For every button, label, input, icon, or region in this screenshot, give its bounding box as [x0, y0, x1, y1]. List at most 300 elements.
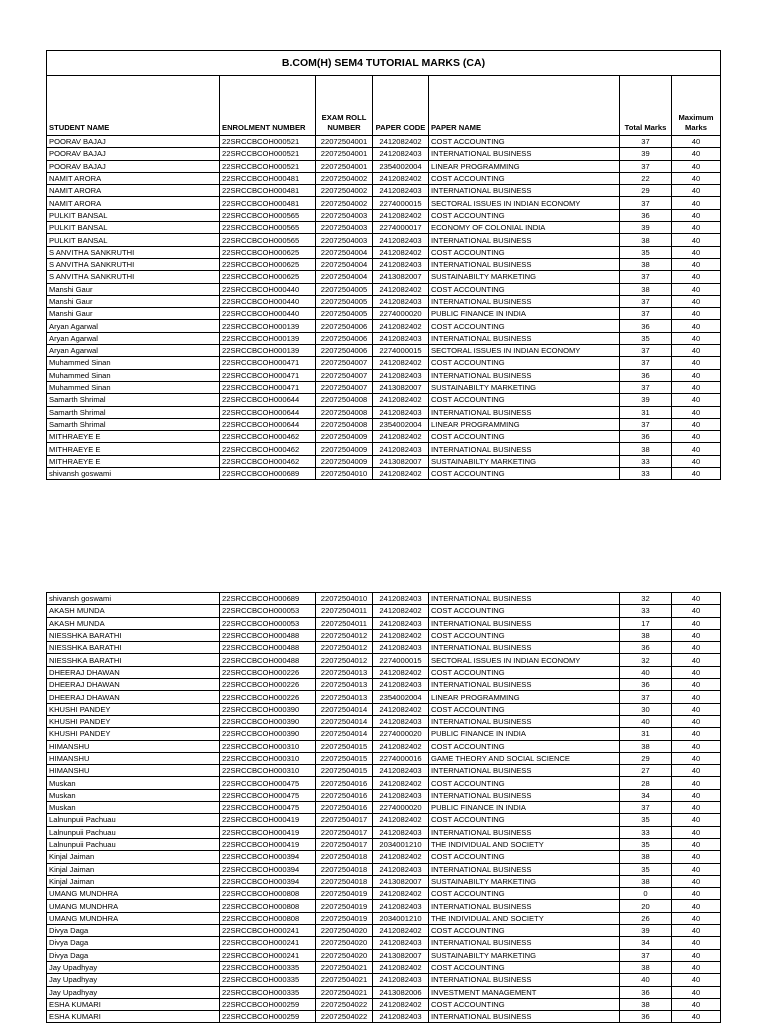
cell-total-marks: 37 — [620, 136, 672, 148]
cell-exam-roll-number: 22072504012 — [316, 642, 373, 654]
table-row — [47, 172, 721, 184]
cell-paper-code: 2412082402 — [373, 777, 429, 789]
cell-total-marks: 40 — [620, 666, 672, 678]
cell-paper-name: PUBLIC FINANCE IN INDIA — [429, 308, 620, 320]
cell-total-marks: 36 — [620, 679, 672, 691]
cell-enrolment-number: 22SRCCBCOH000565 — [220, 234, 316, 246]
table-row — [47, 642, 721, 654]
cell-enrolment-number: 22SRCCBCOH000390 — [220, 703, 316, 715]
cell-maximum-marks: 40 — [672, 998, 721, 1010]
cell-exam-roll-number: 22072504022 — [316, 1011, 373, 1023]
cell-enrolment-number: 22SRCCBCOH000565 — [220, 222, 316, 234]
header-exam-roll-number: EXAM ROLL NUMBER — [316, 76, 373, 136]
cell-student-name: Muskan — [47, 789, 220, 801]
cell-enrolment-number: 22SRCCBCOH000226 — [220, 691, 316, 703]
cell-total-marks: 38 — [620, 851, 672, 863]
cell-student-name: DHEERAJ DHAWAN — [47, 666, 220, 678]
marks-table-page-1 — [46, 50, 721, 480]
cell-enrolment-number: 22SRCCBCOH000440 — [220, 308, 316, 320]
cell-exam-roll-number: 22072504009 — [316, 455, 373, 467]
table-row — [47, 332, 721, 344]
cell-exam-roll-number: 22072504007 — [316, 369, 373, 381]
cell-maximum-marks: 40 — [672, 234, 721, 246]
cell-total-marks: 35 — [620, 814, 672, 826]
table-row — [47, 246, 721, 258]
cell-total-marks: 40 — [620, 715, 672, 727]
cell-maximum-marks: 40 — [672, 1011, 721, 1023]
cell-paper-name: INTERNATIONAL BUSINESS — [429, 789, 620, 801]
table-row — [47, 406, 721, 418]
cell-paper-name: PUBLIC FINANCE IN INDIA — [429, 728, 620, 740]
header-student-name: STUDENT NAME — [47, 76, 220, 136]
table-row — [47, 802, 721, 814]
cell-student-name: AKASH MUNDA — [47, 605, 220, 617]
cell-paper-name: COST ACCOUNTING — [429, 666, 620, 678]
cell-total-marks: 29 — [620, 752, 672, 764]
cell-enrolment-number: 22SRCCBCOH000390 — [220, 728, 316, 740]
cell-paper-name: COST ACCOUNTING — [429, 431, 620, 443]
cell-enrolment-number: 22SRCCBCOH000139 — [220, 332, 316, 344]
cell-maximum-marks: 40 — [672, 369, 721, 381]
cell-exam-roll-number: 22072504014 — [316, 715, 373, 727]
table-row — [47, 320, 721, 332]
cell-paper-code: 2412082402 — [373, 851, 429, 863]
cell-paper-code: 2412082403 — [373, 443, 429, 455]
cell-paper-code: 2412082402 — [373, 172, 429, 184]
cell-student-name: KHUSHI PANDEY — [47, 703, 220, 715]
cell-enrolment-number: 22SRCCBCOH000226 — [220, 679, 316, 691]
cell-paper-name: COST ACCOUNTING — [429, 998, 620, 1010]
cell-maximum-marks: 40 — [672, 925, 721, 937]
cell-enrolment-number: 22SRCCBCOH000440 — [220, 283, 316, 295]
cell-paper-name: INTERNATIONAL BUSINESS — [429, 937, 620, 949]
cell-exam-roll-number: 22072504017 — [316, 814, 373, 826]
cell-paper-name: COST ACCOUNTING — [429, 740, 620, 752]
cell-exam-roll-number: 22072504014 — [316, 728, 373, 740]
cell-exam-roll-number: 22072504018 — [316, 875, 373, 887]
title-row — [47, 51, 721, 76]
table-row — [47, 593, 721, 605]
cell-student-name: Muhammed Sinan — [47, 381, 220, 393]
cell-paper-code: 2412082403 — [373, 900, 429, 912]
header-total-marks: Total Marks — [620, 76, 672, 136]
cell-enrolment-number: 22SRCCBCOH000475 — [220, 777, 316, 789]
table-row — [47, 308, 721, 320]
cell-paper-code: 2412082403 — [373, 148, 429, 160]
cell-total-marks: 38 — [620, 961, 672, 973]
cell-maximum-marks: 40 — [672, 136, 721, 148]
cell-total-marks: 38 — [620, 740, 672, 752]
cell-enrolment-number: 22SRCCBCOH000644 — [220, 406, 316, 418]
table-row — [47, 974, 721, 986]
cell-total-marks: 38 — [620, 443, 672, 455]
cell-exam-roll-number: 22072504014 — [316, 703, 373, 715]
table-row — [47, 136, 721, 148]
cell-total-marks: 39 — [620, 148, 672, 160]
cell-enrolment-number: 22SRCCBCOH000521 — [220, 148, 316, 160]
cell-paper-name: INTERNATIONAL BUSINESS — [429, 1011, 620, 1023]
cell-maximum-marks: 40 — [672, 605, 721, 617]
cell-maximum-marks: 40 — [672, 691, 721, 703]
cell-enrolment-number: 22SRCCBCOH000521 — [220, 160, 316, 172]
cell-maximum-marks: 40 — [672, 752, 721, 764]
cell-student-name: Muhammed Sinan — [47, 357, 220, 369]
cell-paper-name: SECTORAL ISSUES IN INDIAN ECONOMY — [429, 345, 620, 357]
cell-total-marks: 22 — [620, 172, 672, 184]
cell-student-name: MITHRAEYE E — [47, 443, 220, 455]
cell-paper-code: 2274000015 — [373, 345, 429, 357]
cell-paper-name: INTERNATIONAL BUSINESS — [429, 332, 620, 344]
cell-maximum-marks: 40 — [672, 728, 721, 740]
cell-maximum-marks: 40 — [672, 789, 721, 801]
cell-paper-name: INTERNATIONAL BUSINESS — [429, 258, 620, 270]
cell-exam-roll-number: 22072504010 — [316, 468, 373, 480]
cell-paper-name: INTERNATIONAL BUSINESS — [429, 295, 620, 307]
cell-maximum-marks: 40 — [672, 246, 721, 258]
cell-exam-roll-number: 22072504021 — [316, 974, 373, 986]
cell-student-name: S ANVITHA SANKRUTHI — [47, 258, 220, 270]
cell-student-name: MITHRAEYE E — [47, 431, 220, 443]
cell-student-name: Aryan Agarwal — [47, 332, 220, 344]
cell-exam-roll-number: 22072504012 — [316, 629, 373, 641]
table-row — [47, 197, 721, 209]
cell-exam-roll-number: 22072504011 — [316, 617, 373, 629]
cell-total-marks: 38 — [620, 283, 672, 295]
cell-exam-roll-number: 22072504001 — [316, 136, 373, 148]
cell-student-name: NAMIT ARORA — [47, 172, 220, 184]
cell-paper-code: 2412082402 — [373, 283, 429, 295]
table-row — [47, 728, 721, 740]
cell-exam-roll-number: 22072504015 — [316, 752, 373, 764]
cell-enrolment-number: 22SRCCBCOH000488 — [220, 629, 316, 641]
cell-total-marks: 33 — [620, 468, 672, 480]
cell-paper-name: SECTORAL ISSUES IN INDIAN ECONOMY — [429, 197, 620, 209]
cell-student-name: Kinjal Jaiman — [47, 851, 220, 863]
cell-maximum-marks: 40 — [672, 308, 721, 320]
cell-maximum-marks: 40 — [672, 715, 721, 727]
cell-exam-roll-number: 22072504001 — [316, 160, 373, 172]
cell-total-marks: 38 — [620, 258, 672, 270]
cell-exam-roll-number: 22072504004 — [316, 271, 373, 283]
cell-paper-name: COST ACCOUNTING — [429, 246, 620, 258]
cell-total-marks: 37 — [620, 295, 672, 307]
table-row — [47, 394, 721, 406]
cell-total-marks: 40 — [620, 974, 672, 986]
cell-paper-name: SUSTAINABILTY MARKETING — [429, 949, 620, 961]
cell-paper-name: COST ACCOUNTING — [429, 961, 620, 973]
cell-maximum-marks: 40 — [672, 802, 721, 814]
cell-maximum-marks: 40 — [672, 593, 721, 605]
cell-student-name: POORAV BAJAJ — [47, 160, 220, 172]
cell-total-marks: 31 — [620, 728, 672, 740]
marks-table-page-2 — [46, 592, 721, 1023]
cell-maximum-marks: 40 — [672, 826, 721, 838]
cell-paper-name: COST ACCOUNTING — [429, 703, 620, 715]
cell-exam-roll-number: 22072504006 — [316, 345, 373, 357]
cell-paper-code: 2412082402 — [373, 740, 429, 752]
cell-maximum-marks: 40 — [672, 703, 721, 715]
cell-paper-name: SUSTAINABILTY MARKETING — [429, 381, 620, 393]
cell-exam-roll-number: 22072504013 — [316, 691, 373, 703]
cell-enrolment-number: 22SRCCBCOH000625 — [220, 258, 316, 270]
cell-total-marks: 33 — [620, 826, 672, 838]
cell-exam-roll-number: 22072504006 — [316, 332, 373, 344]
cell-total-marks: 38 — [620, 998, 672, 1010]
cell-enrolment-number: 22SRCCBCOH000808 — [220, 912, 316, 924]
cell-enrolment-number: 22SRCCBCOH000625 — [220, 271, 316, 283]
cell-paper-name: COST ACCOUNTING — [429, 320, 620, 332]
cell-enrolment-number: 22SRCCBCOH000335 — [220, 974, 316, 986]
cell-paper-name: INTERNATIONAL BUSINESS — [429, 863, 620, 875]
cell-exam-roll-number: 22072504015 — [316, 765, 373, 777]
table-row — [47, 888, 721, 900]
cell-paper-name: INTERNATIONAL BUSINESS — [429, 765, 620, 777]
cell-enrolment-number: 22SRCCBCOH000475 — [220, 789, 316, 801]
cell-paper-code: 2274000020 — [373, 308, 429, 320]
cell-enrolment-number: 22SRCCBCOH000471 — [220, 381, 316, 393]
cell-paper-code: 2412082403 — [373, 258, 429, 270]
cell-enrolment-number: 22SRCCBCOH000419 — [220, 814, 316, 826]
cell-paper-name: SECTORAL ISSUES IN INDIAN ECONOMY — [429, 654, 620, 666]
cell-total-marks: 29 — [620, 185, 672, 197]
cell-paper-name: GAME THEORY AND SOCIAL SCIENCE — [429, 752, 620, 764]
cell-total-marks: 37 — [620, 357, 672, 369]
table-row — [47, 654, 721, 666]
cell-paper-code: 2412082402 — [373, 136, 429, 148]
cell-enrolment-number: 22SRCCBCOH000462 — [220, 443, 316, 455]
cell-paper-code: 2412082403 — [373, 642, 429, 654]
cell-maximum-marks: 40 — [672, 642, 721, 654]
cell-exam-roll-number: 22072504005 — [316, 283, 373, 295]
cell-maximum-marks: 40 — [672, 740, 721, 752]
cell-maximum-marks: 40 — [672, 332, 721, 344]
cell-maximum-marks: 40 — [672, 148, 721, 160]
cell-paper-name: COST ACCOUNTING — [429, 136, 620, 148]
cell-total-marks: 35 — [620, 863, 672, 875]
cell-exam-roll-number: 22072504018 — [316, 863, 373, 875]
cell-student-name: NIESSHKA BARATHI — [47, 654, 220, 666]
cell-total-marks: 35 — [620, 246, 672, 258]
cell-enrolment-number: 22SRCCBCOH000475 — [220, 802, 316, 814]
cell-total-marks: 35 — [620, 838, 672, 850]
cell-paper-name: PUBLIC FINANCE IN INDIA — [429, 802, 620, 814]
table-row — [47, 863, 721, 875]
table-row — [47, 369, 721, 381]
cell-total-marks: 37 — [620, 271, 672, 283]
cell-paper-code: 2413082007 — [373, 271, 429, 283]
cell-paper-code: 2034001210 — [373, 912, 429, 924]
cell-paper-code: 2354002004 — [373, 418, 429, 430]
cell-exam-roll-number: 22072504005 — [316, 295, 373, 307]
cell-enrolment-number: 22SRCCBCOH000310 — [220, 765, 316, 777]
cell-paper-code: 2412082402 — [373, 394, 429, 406]
cell-paper-code: 2412082402 — [373, 888, 429, 900]
cell-total-marks: 37 — [620, 197, 672, 209]
cell-paper-code: 2274000016 — [373, 752, 429, 764]
cell-paper-name: INTERNATIONAL BUSINESS — [429, 826, 620, 838]
cell-paper-code: 2412082403 — [373, 937, 429, 949]
cell-student-name: KHUSHI PANDEY — [47, 728, 220, 740]
cell-paper-code: 2412082402 — [373, 468, 429, 480]
cell-enrolment-number: 22SRCCBCOH000394 — [220, 875, 316, 887]
cell-maximum-marks: 40 — [672, 679, 721, 691]
cell-paper-code: 2274000017 — [373, 222, 429, 234]
cell-paper-code: 2413082006 — [373, 986, 429, 998]
cell-enrolment-number: 22SRCCBCOH000419 — [220, 838, 316, 850]
cell-enrolment-number: 22SRCCBCOH000241 — [220, 937, 316, 949]
cell-exam-roll-number: 22072504020 — [316, 925, 373, 937]
cell-total-marks: 37 — [620, 418, 672, 430]
cell-exam-roll-number: 22072504002 — [316, 185, 373, 197]
cell-maximum-marks: 40 — [672, 617, 721, 629]
cell-paper-code: 2412082403 — [373, 369, 429, 381]
cell-total-marks: 37 — [620, 381, 672, 393]
cell-paper-code: 2412082403 — [373, 185, 429, 197]
cell-student-name: AKASH MUNDA — [47, 617, 220, 629]
cell-student-name: UMANG MUNDHRA — [47, 900, 220, 912]
cell-paper-name: INTERNATIONAL BUSINESS — [429, 406, 620, 418]
cell-paper-name: ECONOMY OF COLONIAL INDIA — [429, 222, 620, 234]
cell-enrolment-number: 22SRCCBCOH000259 — [220, 998, 316, 1010]
cell-total-marks: 37 — [620, 160, 672, 172]
cell-student-name: MITHRAEYE E — [47, 455, 220, 467]
cell-maximum-marks: 40 — [672, 666, 721, 678]
cell-enrolment-number: 22SRCCBCOH000394 — [220, 851, 316, 863]
cell-total-marks: 32 — [620, 654, 672, 666]
cell-total-marks: 33 — [620, 605, 672, 617]
cell-total-marks: 37 — [620, 345, 672, 357]
cell-student-name: UMANG MUNDHRA — [47, 912, 220, 924]
cell-paper-name: COST ACCOUNTING — [429, 605, 620, 617]
cell-enrolment-number: 22SRCCBCOH000644 — [220, 418, 316, 430]
cell-exam-roll-number: 22072504021 — [316, 961, 373, 973]
cell-paper-code: 2412082403 — [373, 765, 429, 777]
cell-total-marks: 38 — [620, 875, 672, 887]
cell-student-name: Aryan Agarwal — [47, 320, 220, 332]
cell-maximum-marks: 40 — [672, 875, 721, 887]
cell-student-name: Jay Upadhyay — [47, 986, 220, 998]
cell-exam-roll-number: 22072504007 — [316, 381, 373, 393]
cell-maximum-marks: 40 — [672, 222, 721, 234]
cell-enrolment-number: 22SRCCBCOH000310 — [220, 740, 316, 752]
cell-enrolment-number: 22SRCCBCOH000241 — [220, 949, 316, 961]
cell-student-name: Jay Upadhyay — [47, 961, 220, 973]
cell-paper-name: INTERNATIONAL BUSINESS — [429, 443, 620, 455]
cell-exam-roll-number: 22072504004 — [316, 246, 373, 258]
cell-paper-code: 2412082402 — [373, 209, 429, 221]
table-row — [47, 900, 721, 912]
cell-student-name: NIESSHKA BARATHI — [47, 629, 220, 641]
cell-exam-roll-number: 22072504003 — [316, 222, 373, 234]
cell-paper-name: COST ACCOUNTING — [429, 357, 620, 369]
cell-exam-roll-number: 22072504005 — [316, 308, 373, 320]
cell-total-marks: 38 — [620, 234, 672, 246]
table-row — [47, 740, 721, 752]
cell-student-name: Samarth Shrimal — [47, 406, 220, 418]
table-row — [47, 209, 721, 221]
cell-student-name: Samarth Shrimal — [47, 418, 220, 430]
cell-maximum-marks: 40 — [672, 654, 721, 666]
cell-maximum-marks: 40 — [672, 394, 721, 406]
cell-exam-roll-number: 22072504010 — [316, 593, 373, 605]
cell-maximum-marks: 40 — [672, 468, 721, 480]
cell-maximum-marks: 40 — [672, 283, 721, 295]
cell-exam-roll-number: 22072504001 — [316, 148, 373, 160]
cell-enrolment-number: 22SRCCBCOH000394 — [220, 863, 316, 875]
cell-paper-code: 2412082402 — [373, 814, 429, 826]
table-row — [47, 222, 721, 234]
cell-paper-name: SUSTAINABILTY MARKETING — [429, 271, 620, 283]
cell-enrolment-number: 22SRCCBCOH000259 — [220, 1011, 316, 1023]
cell-student-name: PULKIT BANSAL — [47, 222, 220, 234]
cell-enrolment-number: 22SRCCBCOH000310 — [220, 752, 316, 764]
cell-paper-code: 2412082403 — [373, 332, 429, 344]
table-row — [47, 1011, 721, 1023]
cell-exam-roll-number: 22072504009 — [316, 443, 373, 455]
cell-paper-name: COST ACCOUNTING — [429, 394, 620, 406]
cell-exam-roll-number: 22072504015 — [316, 740, 373, 752]
cell-total-marks: 33 — [620, 455, 672, 467]
cell-exam-roll-number: 22072504002 — [316, 197, 373, 209]
table-row — [47, 691, 721, 703]
table-row — [47, 814, 721, 826]
cell-total-marks: 36 — [620, 1011, 672, 1023]
cell-exam-roll-number: 22072504016 — [316, 789, 373, 801]
cell-maximum-marks: 40 — [672, 381, 721, 393]
header-paper-code: PAPER CODE — [373, 76, 429, 136]
cell-total-marks: 36 — [620, 209, 672, 221]
cell-paper-code: 2412082403 — [373, 406, 429, 418]
cell-student-name: HIMANSHU — [47, 765, 220, 777]
cell-maximum-marks: 40 — [672, 777, 721, 789]
cell-student-name: Manshi Gaur — [47, 295, 220, 307]
cell-exam-roll-number: 22072504019 — [316, 900, 373, 912]
cell-total-marks: 39 — [620, 925, 672, 937]
cell-student-name: Muhammed Sinan — [47, 369, 220, 381]
cell-enrolment-number: 22SRCCBCOH000481 — [220, 172, 316, 184]
cell-exam-roll-number: 22072504016 — [316, 777, 373, 789]
table-row — [47, 949, 721, 961]
cell-exam-roll-number: 22072504012 — [316, 654, 373, 666]
cell-exam-roll-number: 22072504013 — [316, 679, 373, 691]
cell-exam-roll-number: 22072504018 — [316, 851, 373, 863]
cell-student-name: Manshi Gaur — [47, 308, 220, 320]
cell-paper-code: 2412082403 — [373, 295, 429, 307]
cell-maximum-marks: 40 — [672, 172, 721, 184]
cell-enrolment-number: 22SRCCBCOH000689 — [220, 593, 316, 605]
cell-paper-code: 2412082403 — [373, 789, 429, 801]
cell-enrolment-number: 22SRCCBCOH000226 — [220, 666, 316, 678]
cell-maximum-marks: 40 — [672, 974, 721, 986]
cell-enrolment-number: 22SRCCBCOH000335 — [220, 961, 316, 973]
cell-paper-name: LINEAR PROGRAMMING — [429, 160, 620, 172]
cell-student-name: PULKIT BANSAL — [47, 209, 220, 221]
table-row — [47, 468, 721, 480]
cell-student-name: POORAV BAJAJ — [47, 148, 220, 160]
cell-maximum-marks: 40 — [672, 431, 721, 443]
cell-paper-code: 2412082402 — [373, 961, 429, 973]
cell-total-marks: 0 — [620, 888, 672, 900]
cell-maximum-marks: 40 — [672, 258, 721, 270]
cell-paper-name: SUSTAINABILTY MARKETING — [429, 455, 620, 467]
cell-enrolment-number: 22SRCCBCOH000481 — [220, 185, 316, 197]
cell-maximum-marks: 40 — [672, 406, 721, 418]
cell-student-name: Muskan — [47, 777, 220, 789]
table-row — [47, 715, 721, 727]
cell-paper-code: 2274000015 — [373, 197, 429, 209]
cell-paper-code: 2412082403 — [373, 617, 429, 629]
cell-enrolment-number: 22SRCCBCOH000471 — [220, 357, 316, 369]
